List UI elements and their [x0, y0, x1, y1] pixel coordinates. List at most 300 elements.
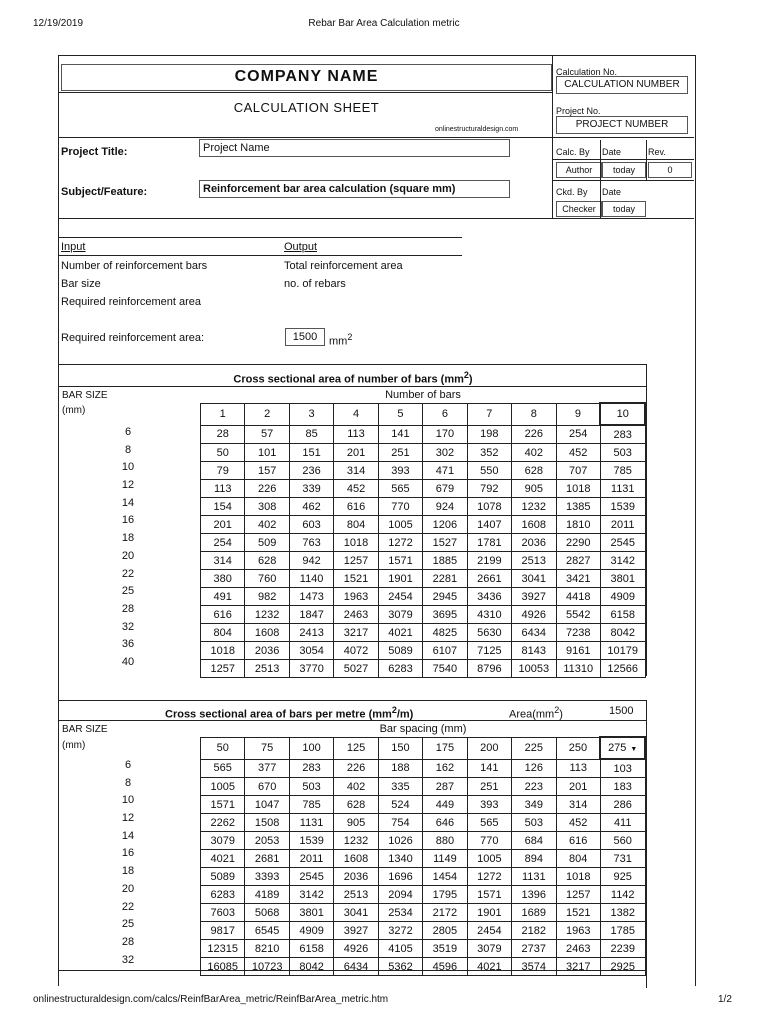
table-cell: 3079	[201, 832, 245, 850]
table-cell: 9161	[556, 642, 600, 660]
table-cell: 1571	[378, 552, 422, 570]
table-cell: 2513	[245, 660, 289, 678]
output-item: Total reinforcement area	[284, 260, 403, 272]
table-cell: 113	[556, 759, 600, 778]
table2-bar-size-label: BAR SIZE	[62, 724, 108, 735]
table-cell: 12315	[201, 940, 245, 958]
table-cell: 2281	[423, 570, 467, 588]
table-cell: 491	[201, 588, 245, 606]
table-cell: 707	[556, 462, 600, 480]
table-cell: 1382	[600, 904, 645, 922]
table-cell: 565	[378, 480, 422, 498]
table-cell: 2737	[512, 940, 556, 958]
column-header: 10	[600, 403, 645, 425]
table-cell: 1539	[289, 832, 333, 850]
ckd-by-label: Ckd. By	[556, 187, 588, 197]
table-cell: 760	[245, 570, 289, 588]
table-cell: 2172	[423, 904, 467, 922]
table-cell: 1018	[556, 480, 600, 498]
table-cell: 113	[201, 480, 245, 498]
table-cell: 50	[201, 444, 245, 462]
table-cell: 2036	[245, 642, 289, 660]
table2-area-label: $Area(mm^2)$	[509, 705, 563, 721]
table-cell: 628	[245, 552, 289, 570]
table-row	[201, 534, 646, 552]
table-cell: 1140	[289, 570, 333, 588]
table-cell: 308	[245, 498, 289, 516]
table-cell: 503	[600, 444, 645, 462]
table-cell: 10179	[600, 642, 645, 660]
table-cell: 628	[334, 796, 378, 814]
project-no-label: Project No.	[556, 106, 601, 116]
bar-size-cell: 32	[121, 620, 135, 633]
table-cell: 3079	[378, 606, 422, 624]
table-cell: 804	[556, 850, 600, 868]
calc-no-label: Calculation No.	[556, 67, 618, 77]
input-item: Bar size	[61, 278, 101, 290]
table-cell: 4909	[600, 588, 645, 606]
table-cell: 4596	[423, 958, 467, 976]
table-cell: 3801	[600, 570, 645, 588]
table-row	[201, 958, 646, 976]
table-cell: 2011	[600, 516, 645, 534]
table-cell: 188	[378, 759, 422, 778]
table-cell: 4418	[556, 588, 600, 606]
table-row	[201, 868, 646, 886]
table-cell: 4926	[334, 940, 378, 958]
column-header: 9	[556, 403, 600, 425]
table-cell: 616	[201, 606, 245, 624]
table-cell: 16085	[201, 958, 245, 976]
table-cell: 4105	[378, 940, 422, 958]
table-cell: 754	[378, 814, 422, 832]
bar-size-cell: 25	[121, 585, 135, 598]
table-cell: 4021	[378, 624, 422, 642]
table-cell: 1385	[556, 498, 600, 516]
table-cell: 226	[334, 759, 378, 778]
table-cell: 287	[423, 778, 467, 796]
column-header: 1	[201, 403, 245, 425]
table-cell: 6283	[201, 886, 245, 904]
table-cell: 1018	[334, 534, 378, 552]
bar-size-cell: 40	[121, 655, 135, 668]
table-cell: 2094	[378, 886, 422, 904]
bar-size-cell: 10	[121, 461, 135, 474]
bar-size-cell: 14	[121, 496, 135, 509]
table-cell: 763	[289, 534, 333, 552]
table-cell: 4909	[289, 922, 333, 940]
table-cell: 3272	[378, 922, 422, 940]
table-cell: 1257	[556, 886, 600, 904]
table-cell: 8042	[600, 624, 645, 642]
bar-size-cell: 22	[121, 567, 135, 580]
input-item: Number of reinforcement bars	[61, 260, 208, 272]
table-cell: 6283	[378, 660, 422, 678]
table-cell: 5630	[467, 624, 511, 642]
table-cell: 452	[556, 814, 600, 832]
table-cell: 3217	[334, 624, 378, 642]
table-cell: 283	[600, 425, 645, 444]
table-cell: 785	[600, 462, 645, 480]
table-row	[201, 498, 646, 516]
table-cell: 2454	[378, 588, 422, 606]
table-cell: 28	[201, 425, 245, 444]
table-cell: 560	[600, 832, 645, 850]
table-cell: 7238	[556, 624, 600, 642]
required-area-label: Required reinforcement area:	[61, 332, 205, 344]
table-cell: 1131	[512, 868, 556, 886]
table-cell: 3054	[289, 642, 333, 660]
bar-size-cell: 20	[121, 882, 135, 895]
table-cell: 1018	[201, 642, 245, 660]
table-cell: 3142	[289, 886, 333, 904]
table-cell: 2661	[467, 570, 511, 588]
column-header: 100	[289, 737, 333, 759]
table-cell: 4825	[423, 624, 467, 642]
table-cell: 2413	[289, 624, 333, 642]
table-cell: 785	[289, 796, 333, 814]
table-cell: 452	[556, 444, 600, 462]
bar-size-cell: 8	[124, 776, 132, 789]
table2-group-label: Bar spacing (mm)	[379, 723, 467, 735]
table-cell: 1078	[467, 498, 511, 516]
table-cell: 6545	[245, 922, 289, 940]
table-cell: 905	[334, 814, 378, 832]
table-cell: 1608	[334, 850, 378, 868]
table-cell: 101	[245, 444, 289, 462]
table-cell: 251	[467, 778, 511, 796]
table-cell: 905	[512, 480, 556, 498]
table-cell: 1232	[245, 606, 289, 624]
table-cell: 3436	[467, 588, 511, 606]
table-cell: 2239	[600, 940, 645, 958]
table-cell: 1206	[423, 516, 467, 534]
table-cell: 251	[378, 444, 422, 462]
table-cell: 4021	[467, 958, 511, 976]
table-cell: 2036	[512, 534, 556, 552]
table2-mm-label: (mm)	[62, 740, 86, 751]
table-cell: 1785	[600, 922, 645, 940]
table-cell: 982	[245, 588, 289, 606]
bar-size-cell: 32	[121, 953, 135, 966]
table-cell: 10723	[245, 958, 289, 976]
date-label: Date	[602, 147, 622, 157]
table-cell: 198	[467, 425, 511, 444]
table-cell: 5542	[556, 606, 600, 624]
column-header: 200	[467, 737, 511, 759]
table-cell: 616	[334, 498, 378, 516]
table-cell: 1047	[245, 796, 289, 814]
table-cell: 1232	[334, 832, 378, 850]
table-cell: 254	[556, 425, 600, 444]
table1-title: Cross sectional area of number of bars $(mm^2)$	[233, 370, 473, 386]
column-header: 6	[423, 403, 467, 425]
table-cell: 402	[512, 444, 556, 462]
table-cell: 1407	[467, 516, 511, 534]
table-row	[201, 832, 646, 850]
company-name: COMPANY NAME	[234, 68, 379, 85]
table-cell: 1454	[423, 868, 467, 886]
table-cell: 1257	[334, 552, 378, 570]
column-header: 4	[334, 403, 378, 425]
table-cell: 8210	[245, 940, 289, 958]
table-cell: 1508	[245, 814, 289, 832]
table-cell: 1539	[600, 498, 645, 516]
calc-no-field[interactable]: CALCULATION NUMBER	[556, 76, 688, 94]
table-cell: 804	[334, 516, 378, 534]
table-cell: 924	[423, 498, 467, 516]
table-row	[201, 886, 646, 904]
table-cell: 2053	[245, 832, 289, 850]
table-cell: 3927	[334, 922, 378, 940]
table-cell: 1608	[512, 516, 556, 534]
table-cell: 509	[245, 534, 289, 552]
table-cell: 402	[334, 778, 378, 796]
checker-date-field[interactable]: today	[602, 201, 646, 217]
table-cell: 6158	[600, 606, 645, 624]
table-cell: 804	[201, 624, 245, 642]
table-cell: 1131	[289, 814, 333, 832]
table-cell: 3770	[289, 660, 333, 678]
required-area-input[interactable]: 1500	[285, 328, 325, 346]
author-field[interactable]: Author	[556, 162, 602, 178]
table-cell: 2545	[289, 868, 333, 886]
table-cell: 226	[245, 480, 289, 498]
input-item: Required reinforcement area	[61, 296, 202, 308]
column-header: 150	[378, 737, 422, 759]
table-cell: 3519	[423, 940, 467, 958]
table-row	[201, 462, 646, 480]
table-cell: 770	[467, 832, 511, 850]
table-row	[201, 660, 646, 678]
table-cell: 628	[512, 462, 556, 480]
table-cell: 2827	[556, 552, 600, 570]
table-cell: 349	[512, 796, 556, 814]
column-header: 7	[467, 403, 511, 425]
table-cell: 942	[289, 552, 333, 570]
table-cell: 2199	[467, 552, 511, 570]
table-cell: 449	[423, 796, 467, 814]
table-cell: 154	[201, 498, 245, 516]
subject-field[interactable]: Reinforcement bar area calculation (square mm)	[199, 180, 510, 198]
table-cell: 2513	[334, 886, 378, 904]
column-header: 3	[289, 403, 333, 425]
table-cell: 5027	[334, 660, 378, 678]
table-cell: 201	[201, 516, 245, 534]
table-row	[201, 940, 646, 958]
bar-size-cell: 18	[121, 532, 135, 545]
table2-size-column	[58, 757, 198, 969]
table-cell: 8143	[512, 642, 556, 660]
table-cell: 3695	[423, 606, 467, 624]
table2-grid	[200, 736, 646, 976]
calc-by-label: Calc. By	[556, 147, 590, 157]
table-cell: 1885	[423, 552, 467, 570]
table-cell: 113	[334, 425, 378, 444]
column-header: 225	[512, 737, 556, 759]
table-cell: 339	[289, 480, 333, 498]
table-cell: 2463	[334, 606, 378, 624]
table-cell: 2681	[245, 850, 289, 868]
table-cell: 6434	[334, 958, 378, 976]
table-cell: 1018	[556, 868, 600, 886]
column-header: 2	[245, 403, 289, 425]
table-cell: 2262	[201, 814, 245, 832]
table-cell: 2454	[467, 922, 511, 940]
spacing-select[interactable]	[600, 737, 645, 759]
bar-size-cell: 20	[121, 549, 135, 562]
table-cell: 10053	[512, 660, 556, 678]
table-cell: 8796	[467, 660, 511, 678]
date-label-2: Date	[602, 187, 622, 197]
table-cell: 1142	[600, 886, 645, 904]
table-cell: 57	[245, 425, 289, 444]
table-cell: 3574	[512, 958, 556, 976]
table-row	[201, 922, 646, 940]
table-cell: 1521	[334, 570, 378, 588]
table-cell: 151	[289, 444, 333, 462]
table1-size-column	[58, 424, 198, 672]
table-cell: 3041	[512, 570, 556, 588]
column-header: 75	[245, 737, 289, 759]
table-cell: 314	[201, 552, 245, 570]
table-cell: 141	[378, 425, 422, 444]
table-cell: 6107	[423, 642, 467, 660]
table-row	[201, 850, 646, 868]
table-cell: 4021	[201, 850, 245, 868]
table-cell: 8042	[289, 958, 333, 976]
column-header: 175	[423, 737, 467, 759]
table-cell: 223	[512, 778, 556, 796]
table-cell: 170	[423, 425, 467, 444]
project-title-label: Project Title:	[61, 146, 128, 158]
table-cell: 3927	[512, 588, 556, 606]
table-cell: 2036	[334, 868, 378, 886]
column-header: 125	[334, 737, 378, 759]
table-cell: 1901	[467, 904, 511, 922]
table2-area-value: 1500	[609, 705, 634, 717]
table-cell: 1527	[423, 534, 467, 552]
table-cell: 183	[600, 778, 645, 796]
table-cell: 380	[201, 570, 245, 588]
table-cell: 335	[378, 778, 422, 796]
table-cell: 79	[201, 462, 245, 480]
table-cell: 3041	[334, 904, 378, 922]
table-cell: 894	[512, 850, 556, 868]
table-cell: 1272	[467, 868, 511, 886]
table-row	[201, 570, 646, 588]
column-header: 5	[378, 403, 422, 425]
table-cell: 565	[467, 814, 511, 832]
checker-field[interactable]: Checker	[556, 201, 602, 217]
table-cell: 5089	[378, 642, 422, 660]
table-cell: 1005	[201, 778, 245, 796]
table-cell: 1608	[245, 624, 289, 642]
table-row	[201, 814, 646, 832]
bar-size-cell: 28	[121, 602, 135, 615]
table-cell: 1272	[378, 534, 422, 552]
table-row	[201, 642, 646, 660]
project-no-field[interactable]: PROJECT NUMBER	[556, 116, 688, 134]
output-heading: Output	[284, 241, 318, 253]
table-cell: 1340	[378, 850, 422, 868]
bar-size-cell: 18	[121, 865, 135, 878]
table-row	[201, 624, 646, 642]
bar-size-cell: 8	[124, 443, 132, 456]
table-cell: 1963	[556, 922, 600, 940]
table-row	[201, 759, 646, 778]
table1-bar-size-label: BAR SIZE	[62, 390, 108, 401]
table-cell: 314	[556, 796, 600, 814]
table-cell: 616	[556, 832, 600, 850]
bar-size-cell: 25	[121, 918, 135, 931]
table-cell: 157	[245, 462, 289, 480]
chevron-down-icon: ▼	[630, 746, 638, 753]
table-cell: 565	[201, 759, 245, 778]
table-cell: 503	[289, 778, 333, 796]
table-cell: 770	[378, 498, 422, 516]
required-area-unit: $mm^2$	[329, 332, 353, 348]
table-cell: 1131	[600, 480, 645, 498]
table-cell: 254	[201, 534, 245, 552]
table-cell: 670	[245, 778, 289, 796]
table-cell: 85	[289, 425, 333, 444]
print-title: Rebar Bar Area Calculation metric	[308, 18, 460, 29]
table-cell: 1847	[289, 606, 333, 624]
table-cell: 6434	[512, 624, 556, 642]
table-cell: 283	[289, 759, 333, 778]
table-cell: 4189	[245, 886, 289, 904]
table-cell: 603	[289, 516, 333, 534]
table-cell: 2545	[600, 534, 645, 552]
website-label: onlinestructuraldesign.com	[435, 126, 519, 133]
table-cell: 3393	[245, 868, 289, 886]
table-cell: 2513	[512, 552, 556, 570]
table-cell: 452	[334, 480, 378, 498]
rev-field[interactable]: 0	[648, 162, 692, 178]
table-row	[201, 516, 646, 534]
table-cell: 3217	[556, 958, 600, 976]
table-cell: 2463	[556, 940, 600, 958]
table-cell: 3142	[600, 552, 645, 570]
table-cell: 2290	[556, 534, 600, 552]
bar-size-cell: 36	[121, 638, 135, 651]
table-row	[201, 606, 646, 624]
table-cell: 925	[600, 868, 645, 886]
table-cell: 1521	[556, 904, 600, 922]
table-row	[201, 778, 646, 796]
table-cell: 1689	[512, 904, 556, 922]
table-cell: 7540	[423, 660, 467, 678]
table-cell: 411	[600, 814, 645, 832]
rev-label: Rev.	[648, 147, 666, 157]
page-url: onlinestructuraldesign.com/calcs/ReinfBarArea_metric/ReinfBarArea_metric.htm	[33, 994, 389, 1005]
column-header: 250	[556, 737, 600, 759]
table-cell: 462	[289, 498, 333, 516]
table-cell: 471	[423, 462, 467, 480]
table-cell: 3421	[556, 570, 600, 588]
author-date-field[interactable]: today	[602, 162, 646, 178]
table-cell: 1571	[201, 796, 245, 814]
table-cell: 377	[245, 759, 289, 778]
spacing-select-value: 275	[608, 742, 627, 754]
table-cell: 314	[334, 462, 378, 480]
table-cell: 103	[600, 759, 645, 778]
table-cell: 2011	[289, 850, 333, 868]
table2-title: Cross sectional area of bars per metre $(mm^2/m)$	[165, 705, 414, 721]
project-title-field[interactable]: Project Name	[199, 139, 510, 157]
table1-grid	[200, 402, 646, 678]
